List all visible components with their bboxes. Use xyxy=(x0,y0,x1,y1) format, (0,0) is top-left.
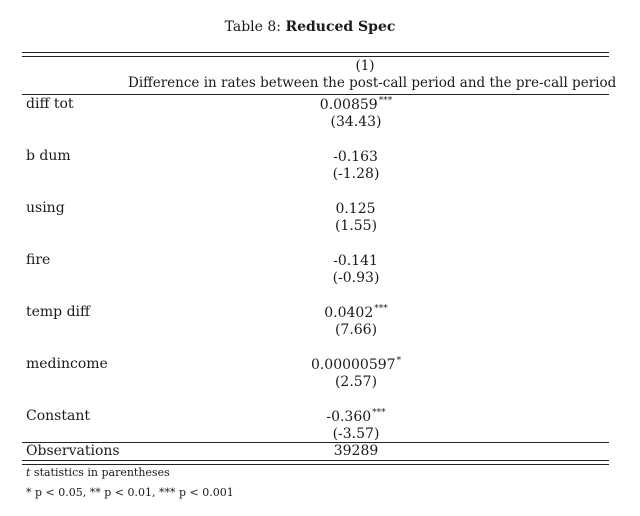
row-label: diff tot xyxy=(26,96,74,112)
top-rule xyxy=(22,52,609,53)
row-label: medincome xyxy=(26,356,108,372)
bottom-rule-2 xyxy=(22,464,609,465)
row-label: fire xyxy=(26,252,51,268)
significance-stars: *** xyxy=(372,408,386,418)
note-tstat: t statistics in parentheses xyxy=(26,466,170,479)
significance-stars: *** xyxy=(374,304,388,314)
row-label: temp diff xyxy=(26,304,90,320)
row-label: b dum xyxy=(26,148,71,164)
significance-stars: * xyxy=(396,356,402,366)
row-label: using xyxy=(26,200,65,216)
significance-stars: *** xyxy=(378,96,393,106)
observations-label: Observations xyxy=(26,443,120,459)
column-title: Difference in rates between the post-call period and the pre-call period xyxy=(128,75,617,91)
table-caption xyxy=(0,19,620,35)
caption-prefix: Table 8: xyxy=(224,19,281,35)
header-rule xyxy=(22,94,609,95)
row-label: Constant xyxy=(26,408,90,424)
caption-title: Reduced Spec xyxy=(285,19,396,35)
top-rule-2 xyxy=(22,56,609,57)
note-significance: * p < 0.05, ** p < 0.01, *** p < 0.001 xyxy=(26,486,234,499)
bottom-rule xyxy=(22,460,609,461)
